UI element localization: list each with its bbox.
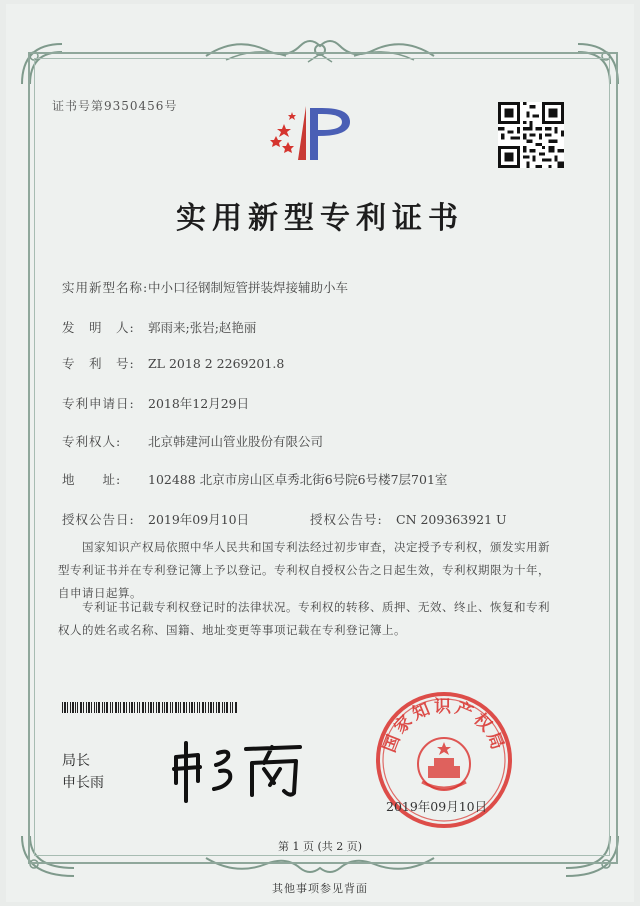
row-grant-date [62, 510, 249, 528]
row-inventor [62, 318, 256, 336]
certificate-number: 证书号第9350456号 [52, 99, 178, 113]
row-filing-date [62, 394, 249, 412]
page-number: 第 1 页 (共 2 页) [277, 840, 363, 853]
back-note: 其他事项参见背面 [272, 882, 368, 895]
svg-text:国家知识产权局: 国家知识产权局 [379, 697, 509, 756]
patent-office-logo [262, 100, 362, 166]
field-value: 北京韩建河山管业股份有限公司 [148, 434, 324, 449]
field-label: 发 明 人: [62, 320, 135, 335]
field-value: ZL 2018 2 2269201.8 [148, 356, 285, 371]
field-value: 102488 北京市房山区卓秀北街6号院6号楼7层701室 [148, 472, 448, 487]
qr-code [498, 102, 564, 168]
barcode [62, 702, 238, 713]
field-value: 2018年12月29日 [148, 396, 250, 411]
field-label: 专 利 号: [62, 356, 135, 371]
field-label: 专利权人: [62, 434, 122, 449]
director-name: 申长雨 [62, 775, 104, 791]
seal-date: 2019年09月10日 [386, 799, 488, 814]
row-utility-model-name [62, 278, 348, 296]
field-value: 中小口径钢制短管拼装焊接辅助小车 [148, 280, 349, 295]
field-label: 专利申请日: [62, 396, 135, 411]
director-title: 局长 [62, 753, 90, 769]
inner-border [34, 58, 610, 856]
field-value: 郭雨来;张岩;赵艳丽 [148, 320, 257, 335]
legal-status-paragraph: 专利证书记载专利权登记时的法律状况。专利权的转移、质押、无效、终止、恢复和专利权人的姓名或名称、国籍、地址变更等事项记载在专利登记簿上。 [58, 600, 550, 637]
certificate-title: 实用新型专利证书 [176, 201, 464, 236]
grant-paragraph: 国家知识产权局依照中华人民共和国专利法经过初步审查，决定授予专利权，颁发实用新型专利证书并在专利登记簿上予以登记。专利权自授权公告之日起生效，专利权期限为十年，自申请日起算。 [58, 540, 550, 600]
field-label: 实用新型名称: [62, 280, 149, 295]
row-grant-number [310, 510, 507, 528]
row-patent-owner [62, 432, 323, 450]
field-value: 2019年09月10日 [148, 512, 250, 527]
row-patent-number [62, 354, 284, 372]
handwritten-signature [168, 735, 308, 805]
field-value: CN 209363921 U [396, 512, 507, 527]
field-label: 授权公告日: [62, 512, 135, 527]
field-label: 地 址: [62, 472, 122, 487]
row-address [62, 470, 447, 488]
field-label: 授权公告号: [310, 512, 383, 527]
